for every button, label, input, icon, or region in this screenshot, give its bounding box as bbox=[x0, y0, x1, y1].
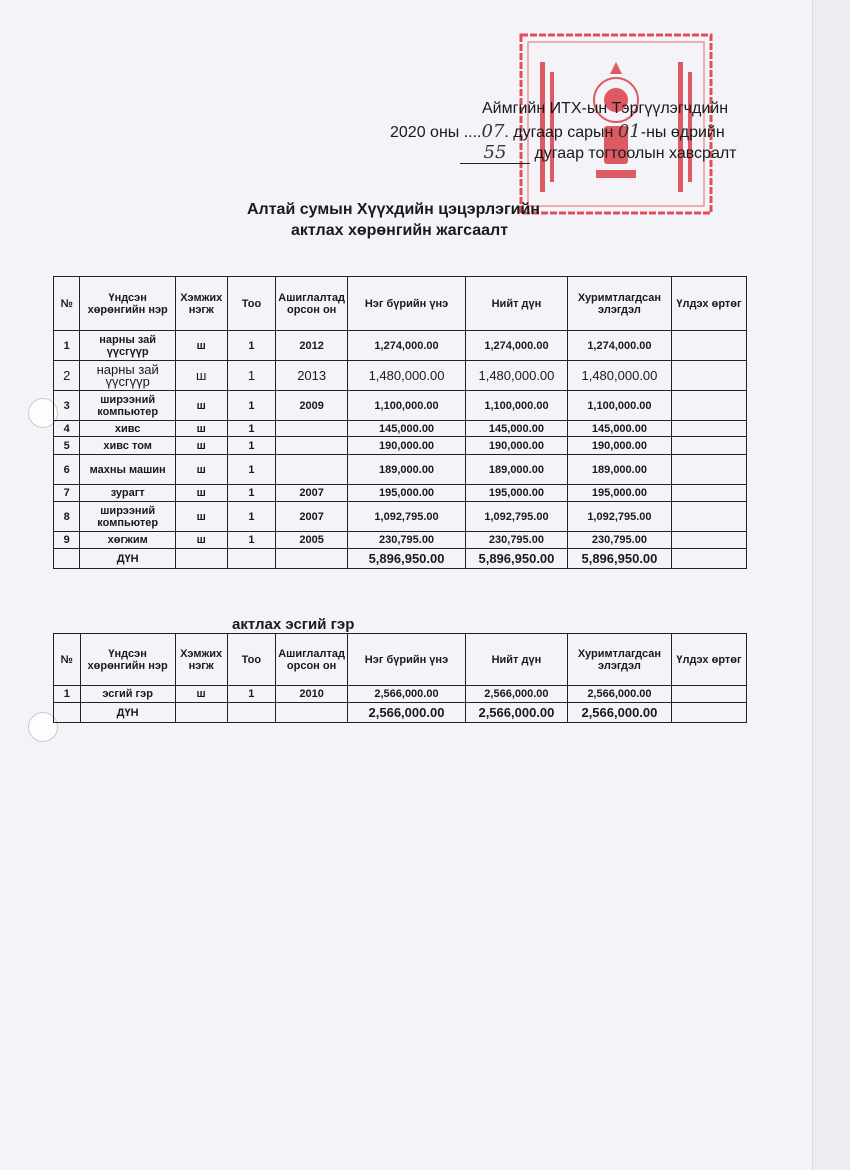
col-header-qty: Тоо bbox=[227, 634, 276, 686]
cell-total: 1,480,000.00 bbox=[466, 361, 568, 391]
cell-price: 1,480,000.00 bbox=[348, 361, 466, 391]
col-header-price: Нэг бүрийн үнэ bbox=[348, 277, 466, 331]
table-row bbox=[54, 331, 747, 361]
total-label: ДҮН bbox=[80, 703, 175, 723]
cell-no: 3 bbox=[54, 391, 80, 421]
cell-residual bbox=[672, 502, 747, 532]
cell-depreciation: 189,000.00 bbox=[567, 455, 671, 485]
cell-name: ширээний компьютер bbox=[80, 391, 175, 421]
cell-year: 2007 bbox=[276, 502, 348, 532]
cell-qty bbox=[227, 549, 276, 569]
table-row bbox=[54, 686, 747, 703]
cell-no: 9 bbox=[54, 532, 80, 549]
table-row bbox=[54, 437, 747, 455]
cell-qty: 1 bbox=[227, 532, 276, 549]
cell-year bbox=[276, 549, 348, 569]
total-depreciation: 2,566,000.00 bbox=[567, 703, 671, 723]
table-row bbox=[54, 485, 747, 502]
cell-depreciation: 1,274,000.00 bbox=[567, 331, 671, 361]
cell-unit bbox=[175, 703, 227, 723]
cell-price: 1,274,000.00 bbox=[348, 331, 466, 361]
cell-depreciation: 230,795.00 bbox=[567, 532, 671, 549]
table-header-row bbox=[54, 634, 747, 686]
cell-residual bbox=[672, 686, 747, 703]
cell-total: 1,274,000.00 bbox=[466, 331, 568, 361]
total-price: 5,896,950.00 bbox=[348, 549, 466, 569]
table-row bbox=[54, 455, 747, 485]
col-header-name: Үндсэн хөрөнгийн нэр bbox=[80, 634, 175, 686]
cell-name: хивс том bbox=[80, 437, 175, 455]
cell-qty: 1 bbox=[227, 485, 276, 502]
total-total: 2,566,000.00 bbox=[465, 703, 567, 723]
cell-year bbox=[276, 437, 348, 455]
cell-unit: ш bbox=[175, 421, 227, 437]
cell-unit: ш bbox=[175, 361, 227, 391]
document-title-line-2: актлах хөрөнгийн жагсаалт bbox=[291, 222, 509, 239]
cell-qty: 1 bbox=[227, 502, 276, 532]
cell-depreciation: 1,100,000.00 bbox=[567, 391, 671, 421]
col-header-total: Нийт дүн bbox=[465, 634, 567, 686]
cell-unit: ш bbox=[175, 391, 227, 421]
cell-no bbox=[54, 549, 80, 569]
cell-qty: 1 bbox=[227, 686, 276, 703]
col-header-residual: Үлдэх өртөг bbox=[672, 277, 747, 331]
col-header-year: Ашиглалтад орсон он bbox=[276, 634, 348, 686]
cell-residual bbox=[672, 485, 747, 502]
col-header-unit: Хэмжих нэгж bbox=[175, 277, 227, 331]
cell-qty: 1 bbox=[227, 437, 276, 455]
header-line-2 bbox=[390, 121, 725, 142]
col-header-no: № bbox=[54, 634, 81, 686]
cell-name: нарны зай үүсгүүр bbox=[80, 361, 175, 391]
cell-depreciation: 1,480,000.00 bbox=[567, 361, 671, 391]
handwritten-month: 07 bbox=[481, 121, 505, 142]
table2-title: актлах эсгий гэр bbox=[232, 616, 355, 633]
scan-edge bbox=[813, 0, 850, 1170]
cell-unit: ш bbox=[175, 502, 227, 532]
total-row bbox=[54, 703, 747, 723]
cell-year bbox=[276, 455, 348, 485]
cell-depreciation: 2,566,000.00 bbox=[567, 686, 671, 703]
total-depreciation: 5,896,950.00 bbox=[567, 549, 671, 569]
cell-price: 2,566,000.00 bbox=[347, 686, 465, 703]
cell-year: 2010 bbox=[276, 686, 348, 703]
document-title-line-1: Алтай сумын Хүүхдийн цэцэрлэгийн bbox=[247, 201, 540, 218]
cell-price: 145,000.00 bbox=[348, 421, 466, 437]
header-month-text: . дугаар сарын bbox=[504, 124, 618, 141]
col-header-no: № bbox=[54, 277, 80, 331]
cell-total: 2,566,000.00 bbox=[465, 686, 567, 703]
handwritten-day: 01 bbox=[617, 121, 641, 142]
cell-qty: 1 bbox=[227, 361, 276, 391]
asset-table bbox=[53, 276, 747, 569]
cell-year bbox=[276, 421, 348, 437]
cell-total: 1,100,000.00 bbox=[466, 391, 568, 421]
cell-price: 1,092,795.00 bbox=[348, 502, 466, 532]
cell-unit: ш bbox=[175, 331, 227, 361]
cell-no: 2 bbox=[54, 361, 80, 391]
col-header-qty: Тоо bbox=[227, 277, 276, 331]
cell-depreciation: 190,000.00 bbox=[567, 437, 671, 455]
cell-price: 195,000.00 bbox=[348, 485, 466, 502]
cell-residual bbox=[672, 361, 747, 391]
cell-year: 2007 bbox=[276, 485, 348, 502]
cell-residual bbox=[672, 549, 747, 569]
header-year-text: 2020 оны .... bbox=[390, 124, 482, 141]
cell-name: нарны зай үүсгүүр bbox=[80, 331, 175, 361]
cell-price: 230,795.00 bbox=[348, 532, 466, 549]
felt-ger-table bbox=[53, 633, 747, 723]
table-header-row bbox=[54, 277, 747, 331]
cell-no bbox=[54, 703, 81, 723]
cell-depreciation: 195,000.00 bbox=[567, 485, 671, 502]
col-header-year: Ашиглалтад орсон он bbox=[276, 277, 348, 331]
cell-total: 190,000.00 bbox=[466, 437, 568, 455]
cell-unit: ш bbox=[175, 485, 227, 502]
cell-residual bbox=[672, 532, 747, 549]
cell-depreciation: 1,092,795.00 bbox=[567, 502, 671, 532]
cell-qty: 1 bbox=[227, 421, 276, 437]
cell-residual bbox=[672, 391, 747, 421]
cell-residual bbox=[672, 703, 747, 723]
table-row bbox=[54, 532, 747, 549]
cell-total: 145,000.00 bbox=[466, 421, 568, 437]
cell-name: хивс bbox=[80, 421, 175, 437]
cell-total: 189,000.00 bbox=[466, 455, 568, 485]
cell-unit: ш bbox=[175, 532, 227, 549]
cell-no: 6 bbox=[54, 455, 80, 485]
table-row bbox=[54, 421, 747, 437]
cell-residual bbox=[672, 455, 747, 485]
col-header-name: Үндсэн хөрөнгийн нэр bbox=[80, 277, 175, 331]
col-header-unit: Хэмжих нэгж bbox=[175, 634, 227, 686]
cell-unit: ш bbox=[175, 686, 227, 703]
cell-year bbox=[276, 703, 348, 723]
table-row bbox=[54, 502, 747, 532]
cell-qty: 1 bbox=[227, 331, 276, 361]
cell-total: 195,000.00 bbox=[466, 485, 568, 502]
col-header-residual: Үлдэх өртөг bbox=[672, 634, 747, 686]
cell-unit: ш bbox=[175, 455, 227, 485]
cell-price: 190,000.00 bbox=[348, 437, 466, 455]
header-line-1: Аймгийн ИТХ-ын Тэргүүлэгчдийн bbox=[482, 100, 729, 117]
cell-total: 230,795.00 bbox=[466, 532, 568, 549]
col-header-price: Нэг бүрийн үнэ bbox=[347, 634, 465, 686]
cell-unit: ш bbox=[175, 437, 227, 455]
header-day-text: -ны өдрийн bbox=[640, 124, 725, 141]
cell-qty bbox=[227, 703, 276, 723]
cell-name: зурагт bbox=[80, 485, 175, 502]
cell-year: 2013 bbox=[276, 361, 348, 391]
cell-residual bbox=[672, 331, 747, 361]
cell-name: махны машин bbox=[80, 455, 175, 485]
cell-no: 1 bbox=[54, 331, 80, 361]
cell-qty: 1 bbox=[227, 391, 276, 421]
cell-name: хөгжим bbox=[80, 532, 175, 549]
table-row bbox=[54, 391, 747, 421]
cell-residual bbox=[672, 421, 747, 437]
col-header-depreciation: Хуримтлагдсан элэгдэл bbox=[567, 634, 671, 686]
cell-no: 4 bbox=[54, 421, 80, 437]
cell-name: ширээний компьютер bbox=[80, 502, 175, 532]
total-total: 5,896,950.00 bbox=[466, 549, 568, 569]
cell-year: 2012 bbox=[276, 331, 348, 361]
cell-no: 1 bbox=[54, 686, 81, 703]
header-resolution-text: дугаар тогтоолын хавсралт bbox=[530, 145, 737, 162]
total-label: ДҮН bbox=[80, 549, 175, 569]
cell-depreciation: 145,000.00 bbox=[567, 421, 671, 437]
handwritten-resolution-number: 55 bbox=[460, 142, 530, 164]
col-header-depreciation: Хуримтлагдсан элэгдэл bbox=[567, 277, 671, 331]
cell-name: эсгий гэр bbox=[80, 686, 175, 703]
header-line-3 bbox=[460, 142, 737, 164]
cell-qty: 1 bbox=[227, 455, 276, 485]
cell-no: 7 bbox=[54, 485, 80, 502]
cell-unit bbox=[175, 549, 227, 569]
cell-year: 2005 bbox=[276, 532, 348, 549]
cell-price: 1,100,000.00 bbox=[348, 391, 466, 421]
col-header-total: Нийт дүн bbox=[466, 277, 568, 331]
cell-no: 5 bbox=[54, 437, 80, 455]
cell-no: 8 bbox=[54, 502, 80, 532]
total-row bbox=[54, 549, 747, 569]
table-row bbox=[54, 361, 747, 391]
total-price: 2,566,000.00 bbox=[347, 703, 465, 723]
cell-residual bbox=[672, 437, 747, 455]
cell-year: 2009 bbox=[276, 391, 348, 421]
cell-price: 189,000.00 bbox=[348, 455, 466, 485]
cell-total: 1,092,795.00 bbox=[466, 502, 568, 532]
